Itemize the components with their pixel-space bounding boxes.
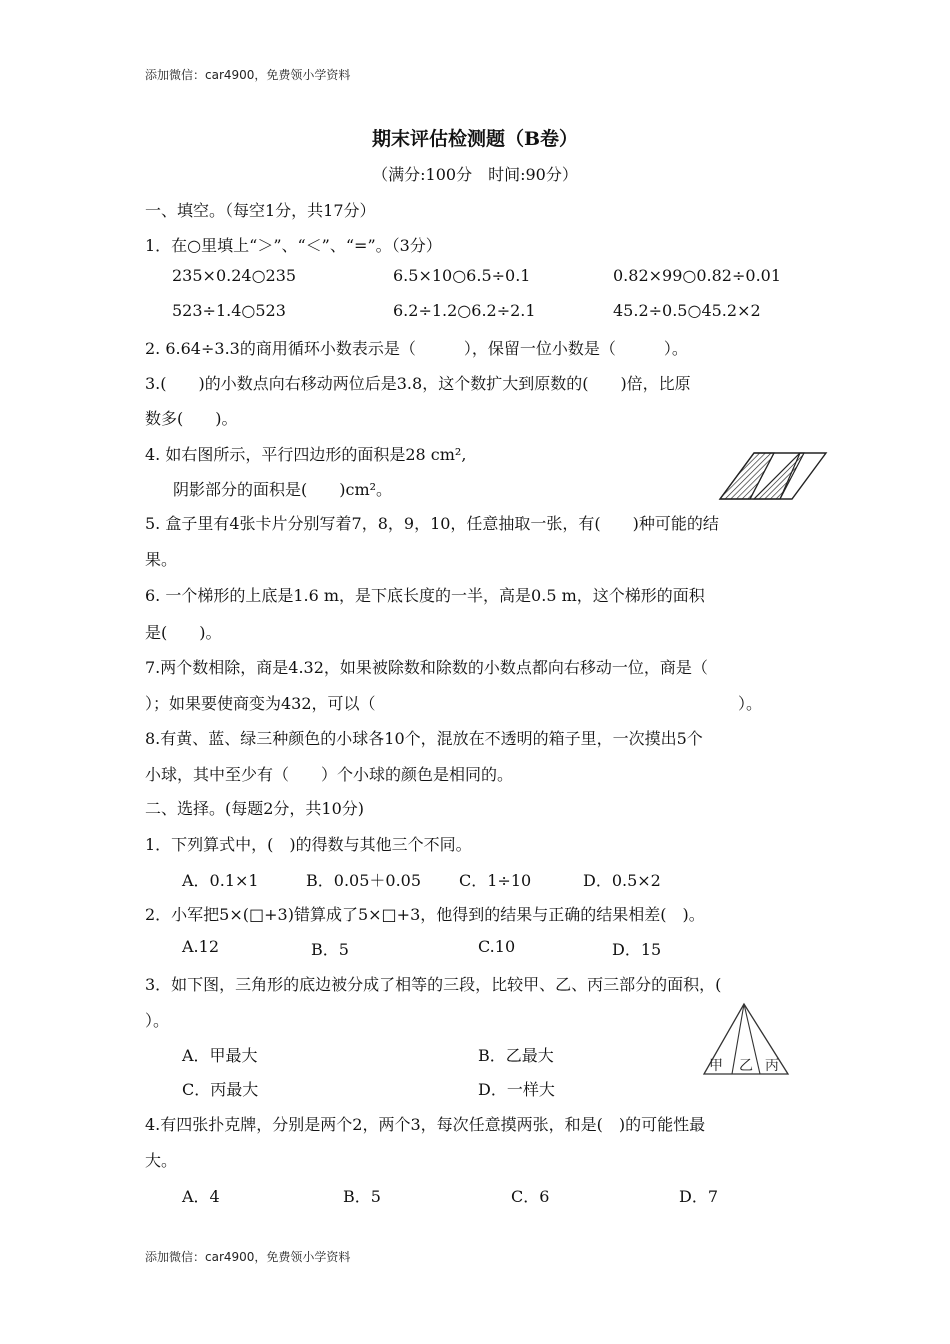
s1-q1-item: 523÷1.4○523 [172, 301, 286, 320]
s1-q5-line2: 果。 [145, 550, 178, 569]
section1-heading: 一、填空。（每空1分，共17分） [145, 201, 376, 220]
s1-q2: 2. 6.64÷3.3的商用循环小数表示是（ ），保留一位小数是（ ）。 [145, 339, 688, 358]
s1-q1-item: 6.2÷1.2○6.2÷2.1 [393, 301, 536, 320]
s2-q2-option: C.10 [478, 937, 516, 956]
s1-q1-item: 6.5×10○6.5÷0.1 [393, 266, 531, 285]
s1-q5-line1: 5. 盒子里有4张卡片分别写着7，8，9，10，任意抽取一张，有( )种可能的结 [145, 514, 719, 533]
page-subtitle: （满分:100分 时间:90分） [372, 165, 578, 184]
label-bing: 丙 [765, 1058, 779, 1074]
page-title: 期末评估检测题（B卷） [371, 128, 579, 150]
s2-q3-option: C．丙最大 [182, 1080, 259, 1099]
s2-q1-option: A．0.1×1 [182, 871, 259, 890]
triangle-figure [700, 1000, 792, 1076]
s1-q1-item: 45.2÷0.5○45.2×2 [613, 301, 761, 320]
s2-q3-option: A．甲最大 [182, 1046, 258, 1065]
s2-q3-line1: 3．如下图，三角形的底边被分成了相等的三段，比较甲、乙、丙三部分的面积，( [145, 975, 722, 994]
s2-q1-option: B．0.05＋0.05 [306, 871, 422, 890]
s1-q3-line2: 数多( )。 [145, 409, 238, 428]
s2-q2-text: 2．小军把5×(□+3)错算成了5×□+3，他得到的结果与正确的结果相差( )。 [145, 905, 705, 924]
footer-note: 添加微信：car4900，免费领小学资料 [145, 1250, 351, 1264]
s1-q1-item: 0.82×99○0.82÷0.01 [613, 266, 782, 285]
label-yi: 乙 [739, 1058, 753, 1074]
s2-q2-option: B．5 [311, 940, 349, 959]
s1-q6-line2: 是( )。 [145, 623, 222, 642]
s1-q6-line1: 6. 一个梯形的上底是1.6 m，是下底长度的一半，高是0.5 m，这个梯形的面积 [145, 586, 705, 605]
s2-q3-line2: ）。 [145, 1011, 170, 1030]
s2-q4-line1: 4.有四张扑克牌，分别是两个2，两个3，每次任意摸两张，和是( )的可能性最 [145, 1115, 706, 1134]
s2-q1-option: C．1÷10 [459, 871, 532, 890]
s1-q4-line1: 4. 如右图所示，平行四边形的面积是28 cm², [145, 445, 467, 464]
s2-q1-option: D．0.5×2 [583, 871, 661, 890]
s1-q4-line2: 阴影部分的面积是( )cm²。 [173, 480, 393, 499]
s2-q3-option: B．乙最大 [478, 1046, 554, 1065]
s1-q1-text: 1．在○里填上“＞”、“＜”、“=”。（3分） [145, 236, 442, 255]
s2-q2-option: D．15 [612, 940, 662, 959]
parallelogram-figure [718, 449, 828, 503]
header-note: 添加微信：car4900，免费领小学资料 [145, 68, 351, 82]
s2-q4-option: D．7 [679, 1187, 719, 1206]
s1-q3-line1: 3.( )的小数点向右移动两位后是3.8，这个数扩大到原数的( )倍，比原 [145, 374, 691, 393]
s1-q7-line1: 7.两个数相除，商是4.32，如果被除数和除数的小数点都向右移动一位，商是（ [145, 658, 708, 677]
s2-q4-line2: 大。 [145, 1151, 178, 1170]
s2-q4-option: A．4 [182, 1187, 220, 1206]
s2-q2-option: A.12 [182, 937, 219, 956]
s1-q1-item: 235×0.24○235 [172, 266, 297, 285]
s1-q7-line2: ）；如果要使商变为432，可以（ [145, 694, 376, 713]
s2-q4-option: C．6 [511, 1187, 550, 1206]
s2-q1-text: 1．下列算式中，( )的得数与其他三个不同。 [145, 835, 472, 854]
s1-q8-line1: 8.有黄、蓝、绿三种颜色的小球各10个，混放在不透明的箱子里，一次摸出5个 [145, 729, 703, 748]
s2-q4-option: B．5 [343, 1187, 381, 1206]
section2-heading: 二、选择。(每题2分，共10分) [145, 799, 365, 818]
s2-q3-option: D．一样大 [478, 1080, 555, 1099]
label-jia: 甲 [709, 1058, 723, 1074]
s1-q7-line2-end: ）。 [738, 694, 763, 713]
s1-q8-line2: 小球，其中至少有（ ）个小球的颜色是相同的。 [145, 765, 514, 784]
